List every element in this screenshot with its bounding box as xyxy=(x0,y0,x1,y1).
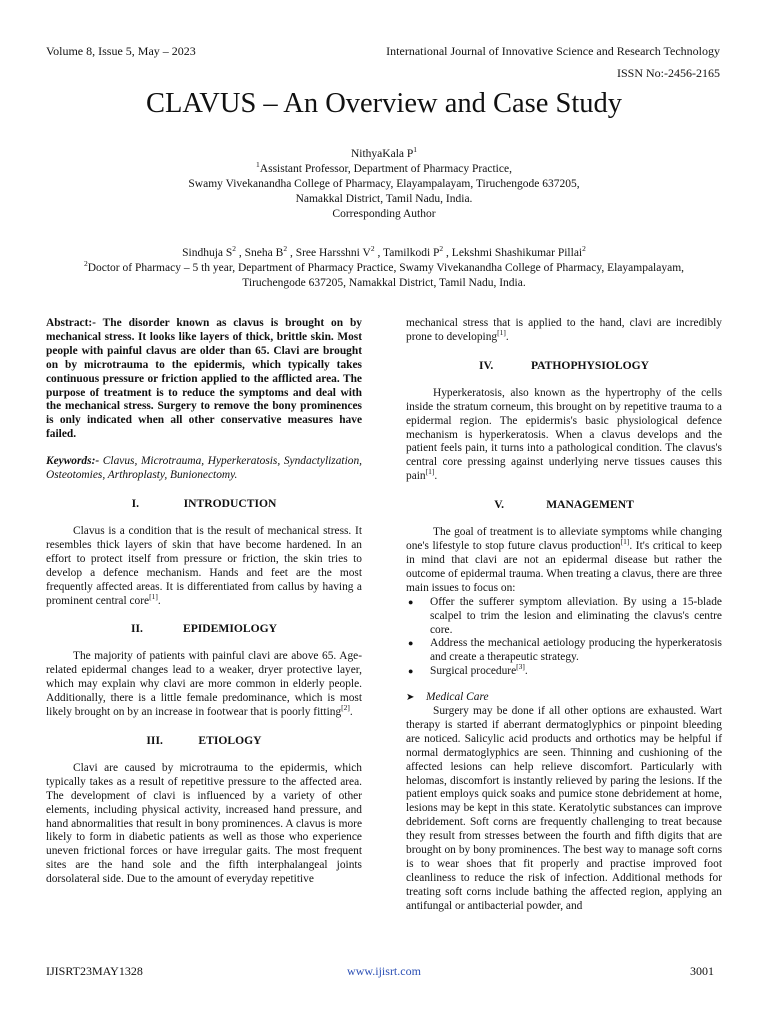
arrow-bullet-icon: ➤ xyxy=(406,692,415,704)
author-name: NithyaKala $P^1$ xyxy=(350,145,418,160)
page-number: 3001 xyxy=(690,964,714,978)
list-item: ● Offer the sufferer symptom alleviation. By using a 15-blade scalpel to trim the lesion and eliminating the clavus's centre core. xyxy=(406,596,722,638)
epidemiology-paragraph: The majority of patients with painful clavi are above 65. Age-related epidermal changes lead to a weaker, dryer protective layer, which may explain why clavi are more common in elderly people. Additionally, there is a little female predominance, which is most likely brought on by an increase in footwear that is poorly fitting[2]. xyxy=(46,650,362,719)
author-affiliation: Namakkal District, Tamil Nadu, India. xyxy=(295,193,473,205)
medical-care-paragraph: Surgery may be done if all other options are exhausted. Wart therapy is started if aberrant dermatoglyphics or pinpoint bleeding are noticed. Salicylic acid products and orthotics may be helpful if normal dermatoglyphics are seen. Thinning and cushioning of the affected lesions can help relieve discomfort. Particularly with helomas, discomfort is instantly relieved by paring the lesions. If the patient employs quick soaks and pumice stone debridement at home, lesions may be kept in this state. Keratolytic substances can improve debridement. Soft corns are frequently challenging to treat because they result from stresses between the fourth and fifth digits that are brought on by bony prominences. The best way to manage soft corns is to wear shoes that fit properly and practise improved foot cleanliness to reduce the risk of infection. Additional methods for treating soft corns include bathing the affected region, applying an antifungal or antibacterial powder, and xyxy=(406,705,722,912)
left-column xyxy=(46,317,362,887)
subsection-heading-medical-care: ➤ Medical Care xyxy=(406,691,489,704)
pathophysiology-paragraph: Hyperkeratosis, also known as the hypertrophy of the cells inside the stratum corneum, this brought on by repetitive trauma to a epidermal region. The epidermis's basic physiological defence mechanism is hyperkeratosis. When a clavus develops and the patient feels pain, it turns into a pathological condition. The clavus's central core pressing against underlying nerve tissues causes this pain[1]. xyxy=(406,386,722,483)
section-heading-introduction: I. INTRODUCTION xyxy=(131,496,277,510)
list-item: ● Surgical procedure[3]. xyxy=(406,665,722,679)
journal-name: International Journal of Innovative Science and Research Technology xyxy=(386,44,720,58)
abstract: Abstract:- The disorder known as clavus is brought on by mechanical stress. It looks like layers of thick, brittle skin. Most people with painful clavus are older than 65. Clavi are brought on by microtrauma to the epidermis, which typically takes continuous pressure or friction applied to the afflicted area. The purpose of treatment is to reduce the symptoms and deal with the mechanical stress. Surgery to remove the bony prominences is only indicated when all other conservative measures have failed. xyxy=(46,317,362,441)
author-affiliation: Swamy Vivekanandha College of Pharmacy, Elayampalayam, Tiruchengode 637205, xyxy=(188,178,580,190)
keywords: Keywords:- Clavus, Microtrauma, Hyperkeratosis, Syndactylization, Osteotomies, Arthroplasty, Bunionectomy. xyxy=(46,455,362,482)
etiology-paragraph-continued: mechanical stress that is applied to the hand, clavi are incredibly prone to developing[1]. xyxy=(406,317,722,343)
introduction-paragraph: Clavus is a condition that is the result of mechanical stress. It resembles thick layers of skin that have become hardened. In an effort to protect itself from pressure or friction, the skin tries to develop a defence mechanism. Hands and feet are the most frequently affected areas. It is differentiated from callus by having a prominent central core[1]. xyxy=(46,524,362,607)
co-author-names: Sindhuja $S^2$ , Sneha $B^2$ , Sree Harsshni $V^2$ , Tamilkodi $P^2$ , Lekshmi Shashikumar Pillai$^2$ xyxy=(182,244,586,259)
co-author-affiliation: Tiruchengode 637205, Namakkal District, Tamil Nadu, India. xyxy=(242,277,526,289)
management-bullet-list xyxy=(406,596,722,679)
management-paragraph: The goal of treatment is to alleviate symptoms while changing one's lifestyle to stop future clavus production[1]. It's critical to keep in mind that clavi are not an epidermal disease but rather the outcome of epidermal trauma. When treating a clavus, there are three main issues to focus on: xyxy=(406,526,722,594)
author-affiliation: $^1$Assistant Professor, Department of Pharmacy Practice, xyxy=(256,160,512,175)
paper-id: IJISRT23MAY1328 xyxy=(46,964,143,978)
author-role: Corresponding Author xyxy=(332,208,436,220)
etiology-paragraph: Clavi are caused by microtrauma to the epidermis, which typically takes as a result of repetitive pressure to the affected area. The development of clavi is influenced by a variety of other elements, including physical activity, increased hand pressure, and hand abnormalities that result in bony prominences. A clavus is more likely to form in diabetic patients as well as those who experience uneven frictional forces or have irregular gaits. The most frequent sites are the hand sole and the fifth interphalangeal joints dorsolateral side. Due to the amount of everyday repetitive xyxy=(46,761,362,886)
section-heading-management: V. MANAGEMENT xyxy=(494,498,634,512)
paper-title: CLAVUS – An Overview and Case Study xyxy=(145,88,623,119)
right-column xyxy=(406,317,722,914)
section-heading-epidemiology: II. EPIDEMIOLOGY xyxy=(130,622,278,636)
author-block-2 xyxy=(40,246,728,291)
journal-website-link[interactable]: www.ijisrt.com xyxy=(347,964,421,978)
list-item: ● Address the mechanical aetiology producing the hyperkeratosis and create a therapeutic strategy. xyxy=(406,637,722,665)
co-author-affiliation: $^2$Doctor of Pharmacy – 5 th year, Department of Pharmacy Practice, Swamy Vivekanandha College of Pharmacy, Elayampalayam, xyxy=(83,259,685,274)
section-heading-pathophysiology: IV. PATHOPHYSIOLOGY xyxy=(478,358,650,372)
section-heading-etiology: III. ETIOLOGY xyxy=(146,733,262,747)
author-block-1 xyxy=(40,147,728,222)
journal-volume: Volume 8, Issue 5, May – 2023 xyxy=(46,44,196,58)
journal-issn: ISSN No:-2456-2165 xyxy=(616,66,720,80)
